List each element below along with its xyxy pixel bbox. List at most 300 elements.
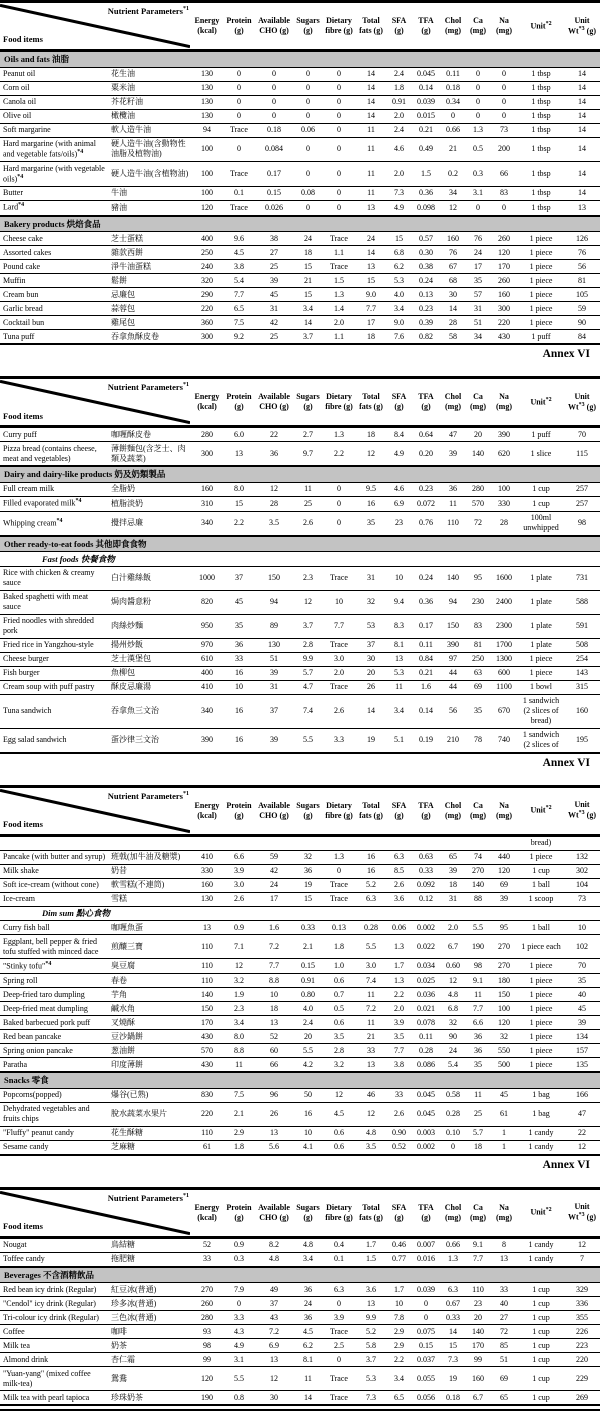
cell-protein: 0.3: [224, 1252, 254, 1267]
cell-dietary-fibre: 3.3: [322, 728, 356, 753]
cell-energy: 390: [190, 728, 224, 753]
cell-unit-wt: 166: [564, 1088, 600, 1102]
cell-sugars: 21: [294, 274, 322, 288]
cell-unit-wt: 315: [564, 680, 600, 694]
cell-available-cho: 150: [254, 566, 294, 590]
cell-total-fats: 16: [356, 496, 386, 511]
section-title: Bakery products 烘焙食品: [0, 216, 600, 232]
cell-available-cho: 39: [254, 666, 294, 680]
cell-na: 2300: [490, 614, 518, 638]
cell-energy: 220: [190, 302, 224, 316]
cell-energy: 250: [190, 246, 224, 260]
cell-available-cho: 4.8: [254, 1252, 294, 1267]
cell-protein: 3.8: [224, 260, 254, 274]
cell-available-cho: 10: [254, 988, 294, 1002]
cell-chol: 44: [440, 666, 466, 680]
food-name-en: Ice-cream: [0, 892, 108, 906]
cell-total-fats: 35: [356, 511, 386, 536]
cell-dietary-fibre: 2.0: [322, 666, 356, 680]
cell-protein: 3.3: [224, 1311, 254, 1325]
cell-sugars: 11: [294, 1367, 322, 1391]
column-header-protein: Protein (g): [224, 378, 254, 427]
cell-na: 1: [490, 1140, 518, 1155]
cell-protein: 9.2: [224, 330, 254, 345]
cell-unit-wt: 257: [564, 482, 600, 496]
cell-ca: 140: [466, 1325, 490, 1339]
cell-sfa: 2.6: [386, 1102, 412, 1126]
cell-dietary-fibre: 0: [322, 95, 356, 109]
cell-available-cho: 39: [254, 274, 294, 288]
cell-protein: Trace: [224, 162, 254, 187]
cell-unit-wt: 102: [564, 935, 600, 959]
cell-sugars: 15: [294, 260, 322, 274]
cell-unit-wt: 126: [564, 232, 600, 246]
cell-dietary-fibre: 0.5: [322, 1002, 356, 1016]
food-row: [0, 81, 600, 95]
cell-sfa: 7.3: [386, 186, 412, 200]
cell-na: 120: [490, 1016, 518, 1030]
cell-protein: 6.6: [224, 850, 254, 864]
cell-sugars: 2.8: [294, 638, 322, 652]
cell-unit: 1 piece: [518, 316, 564, 330]
food-name-en: Popcorns(popped): [0, 1088, 108, 1102]
cell-tfa: 0.13: [412, 288, 440, 302]
cell-ca: 6.7: [466, 1391, 490, 1408]
cell-dietary-fibre: Trace: [322, 638, 356, 652]
cell-ca: 0.5: [466, 137, 490, 162]
cell-sugars: 14: [294, 1391, 322, 1408]
food-name-zh: 爆谷(已熟): [108, 1088, 190, 1102]
food-name-zh: 硬人造牛油(含植物油): [108, 162, 190, 187]
cell-available-cho: 38: [254, 232, 294, 246]
cell-protein: 3.9: [224, 864, 254, 878]
cell-available-cho: 52: [254, 1030, 294, 1044]
cell-unit: 1 cup: [518, 496, 564, 511]
cell-na: 61: [490, 1102, 518, 1126]
food-row: [0, 892, 600, 906]
cell-tfa: 0.039: [412, 95, 440, 109]
food-name-zh: 攪拌忌廉: [108, 511, 190, 536]
cell-unit-wt: 14: [564, 109, 600, 123]
cell-available-cho: 89: [254, 614, 294, 638]
food-name-en: Cocktail bun: [0, 316, 108, 330]
cell-protein: 7.9: [224, 1283, 254, 1297]
food-name-zh: 咖喱酥皮卷: [108, 427, 190, 442]
cell-ca: 140: [466, 442, 490, 467]
cell-na: 40: [490, 1297, 518, 1311]
cell-available-cho: [254, 835, 294, 850]
cell-dietary-fibre: 0: [322, 137, 356, 162]
cell-available-cho: 22: [254, 427, 294, 442]
food-name-en: Hard margarine (with animal and vegetable fats/oils)$^{*4}$: [0, 137, 108, 162]
cell-unit-wt: 14: [564, 95, 600, 109]
food-name-zh: 三色冰(普通): [108, 1311, 190, 1325]
cell-unit: 1 plate: [518, 590, 564, 614]
cell-sugars: 6.2: [294, 1339, 322, 1353]
cell-sfa: 2.0: [386, 162, 412, 187]
cell-unit-wt: 257: [564, 496, 600, 511]
cell-ca: 20: [466, 1311, 490, 1325]
cell-protein: 0: [224, 1297, 254, 1311]
cell-ca: 20: [466, 427, 490, 442]
cell-unit-wt: 14: [564, 137, 600, 162]
cell-tfa: [412, 835, 440, 850]
cell-na: 100: [490, 1002, 518, 1016]
cell-ca: 280: [466, 482, 490, 496]
cell-unit-wt: 591: [564, 614, 600, 638]
cell-energy: [190, 835, 224, 850]
cell-sfa: 7.6: [386, 330, 412, 345]
cell-tfa: 0.24: [412, 274, 440, 288]
cell-available-cho: 51: [254, 652, 294, 666]
cell-energy: 93: [190, 1325, 224, 1339]
cell-na: 2400: [490, 590, 518, 614]
cell-chol: 47: [440, 427, 466, 442]
cell-sugars: 4.7: [294, 680, 322, 694]
food-row: [0, 728, 600, 753]
table-header-row: [0, 378, 600, 427]
cell-sfa: 6.9: [386, 496, 412, 511]
column-header-chol: Chol (mg): [440, 786, 466, 835]
cell-na: 69: [490, 878, 518, 892]
column-header-unit-wt: Unit Wt$^{*3}$ (g): [564, 378, 600, 427]
cell-protein: 0.9: [224, 921, 254, 935]
cell-available-cho: 66: [254, 1058, 294, 1073]
cell-total-fats: 14: [356, 95, 386, 109]
annex-label: Annex VI: [542, 1158, 590, 1171]
food-name-zh: 軟雪糕(不連筒): [108, 878, 190, 892]
cell-dietary-fibre: Trace: [322, 1325, 356, 1339]
cell-energy: 280: [190, 1311, 224, 1325]
food-name-en: Fish burger: [0, 666, 108, 680]
cell-sugars: 4.8: [294, 1237, 322, 1252]
cell-unit: 1 piece: [518, 850, 564, 864]
food-row: [0, 850, 600, 864]
cell-chol: 90: [440, 1030, 466, 1044]
cell-ca: 0.3: [466, 162, 490, 187]
food-row: [0, 864, 600, 878]
food-name-zh: 吞拿魚酥皮卷: [108, 330, 190, 345]
cell-energy: 130: [190, 892, 224, 906]
section-header: [0, 536, 600, 552]
cell-total-fats: 15: [356, 274, 386, 288]
column-header-available-cho: Available CHO (g): [254, 378, 294, 427]
food-name-zh: 花生酥糖: [108, 1126, 190, 1140]
header-food-items-cell: [0, 378, 190, 427]
cell-dietary-fibre: [322, 835, 356, 850]
column-header-sfa: SFA (g): [386, 2, 412, 51]
food-items-label: Food items: [3, 410, 43, 421]
cell-unit-wt: [564, 835, 600, 850]
cell-unit-wt: 269: [564, 1391, 600, 1408]
cell-tfa: 0.086: [412, 1058, 440, 1073]
cell-dietary-fibre: Trace: [322, 566, 356, 590]
cell-total-fats: 5.2: [356, 1325, 386, 1339]
cell-total-fats: 24: [356, 232, 386, 246]
column-header-total-fats: Total fats (g): [356, 2, 386, 51]
food-name-en: Garlic bread: [0, 302, 108, 316]
annex-label: Annex VI: [542, 348, 590, 361]
food-name-zh: 臭豆腐: [108, 959, 190, 974]
cell-ca: 83: [466, 614, 490, 638]
cell-total-fats: 13: [356, 1058, 386, 1073]
cell-chol: 0: [440, 1140, 466, 1155]
food-name-zh: 全脂奶: [108, 482, 190, 496]
cell-ca: 160: [466, 1367, 490, 1391]
cell-energy: 130: [190, 109, 224, 123]
cell-na: 270: [490, 959, 518, 974]
cell-tfa: 0.045: [412, 1088, 440, 1102]
cell-energy: 820: [190, 590, 224, 614]
column-header-unit-wt: Unit Wt$^{*3}$ (g): [564, 2, 600, 51]
cell-unit-wt: 56: [564, 260, 600, 274]
cell-chol: 0.28: [440, 1102, 466, 1126]
cell-unit: 1 cup: [518, 1339, 564, 1353]
cell-tfa: 0.14: [412, 81, 440, 95]
column-header-sugars: Sugars (g): [294, 1188, 322, 1237]
cell-protein: 2.9: [224, 1126, 254, 1140]
cell-dietary-fibre: 0: [322, 511, 356, 536]
column-header-tfa: TFA (g): [412, 786, 440, 835]
cell-na: 0: [490, 67, 518, 81]
cell-chol: 21: [440, 137, 466, 162]
cell-energy: 430: [190, 1058, 224, 1073]
cell-unit-wt: 10: [564, 921, 600, 935]
food-row: [0, 652, 600, 666]
cell-total-fats: 37: [356, 638, 386, 652]
cell-tfa: 0.045: [412, 1102, 440, 1126]
cell-sfa: 10: [386, 1297, 412, 1311]
cell-sugars: 5.7: [294, 666, 322, 680]
cell-ca: 11: [466, 988, 490, 1002]
cell-unit: 1 puff: [518, 330, 564, 345]
cell-na: 27: [490, 1311, 518, 1325]
cell-protein: 8.0: [224, 482, 254, 496]
cell-chol: 0: [440, 109, 466, 123]
cell-unit-wt: 13: [564, 200, 600, 215]
cell-energy: 830: [190, 1088, 224, 1102]
cell-protein: 45: [224, 590, 254, 614]
cell-chol: 94: [440, 590, 466, 614]
cell-available-cho: 25: [254, 260, 294, 274]
food-row: [0, 496, 600, 511]
cell-protein: 1.9: [224, 988, 254, 1002]
cell-ca: 140: [466, 878, 490, 892]
column-header-tfa: TFA (g): [412, 378, 440, 427]
column-header-available-cho: Available CHO (g): [254, 2, 294, 51]
cell-sfa: 7.8: [386, 1311, 412, 1325]
cell-total-fats: 7.7: [356, 302, 386, 316]
cell-na: 1600: [490, 566, 518, 590]
cell-tfa: 0.84: [412, 652, 440, 666]
food-row: [0, 1088, 600, 1102]
section-title: Oils and fats 油脂: [0, 51, 600, 68]
column-header-sfa: SFA (g): [386, 1188, 412, 1237]
cell-chol: 56: [440, 694, 466, 728]
food-name-zh: 印度薄餅: [108, 1058, 190, 1073]
cell-ca: 230: [466, 590, 490, 614]
food-name-en: Whipping cream$^{*4}$: [0, 511, 108, 536]
cell-sfa: 0.52: [386, 1140, 412, 1155]
cell-sugars: 4.2: [294, 1058, 322, 1073]
cell-ca: 81: [466, 638, 490, 652]
column-header-unit-wt: Unit Wt$^{*3}$ (g): [564, 786, 600, 835]
cell-energy: 94: [190, 123, 224, 137]
cell-chol: 39: [440, 864, 466, 878]
cell-chol: 110: [440, 511, 466, 536]
cell-na: 45: [490, 1088, 518, 1102]
cell-chol: 18: [440, 878, 466, 892]
cell-tfa: 0.003: [412, 1126, 440, 1140]
cell-protein: 15: [224, 496, 254, 511]
cell-ca: 88: [466, 892, 490, 906]
cell-unit-wt: 70: [564, 959, 600, 974]
cell-chol: 32: [440, 1016, 466, 1030]
cell-sfa: 2.6: [386, 878, 412, 892]
cell-sugars: 4.5: [294, 1325, 322, 1339]
cell-sugars: 7.4: [294, 694, 322, 728]
cell-dietary-fibre: 0: [322, 109, 356, 123]
cell-dietary-fibre: Trace: [322, 878, 356, 892]
cell-sugars: 0: [294, 109, 322, 123]
cell-sfa: 3.5: [386, 1030, 412, 1044]
cell-tfa: 0.30: [412, 246, 440, 260]
cell-protein: 2.2: [224, 511, 254, 536]
cell-sfa: 9.0: [386, 316, 412, 330]
cell-sfa: 4.6: [386, 482, 412, 496]
annex-label: Annex VI: [542, 756, 590, 769]
food-row: [0, 694, 600, 728]
food-name-en: Curry fish ball: [0, 921, 108, 935]
cell-sugars: 2.4: [294, 1016, 322, 1030]
cell-unit: 1 tbsp: [518, 81, 564, 95]
cell-available-cho: 17: [254, 892, 294, 906]
cell-total-fats: 13: [356, 1297, 386, 1311]
cell-dietary-fibre: 0.4: [322, 1237, 356, 1252]
food-row: [0, 246, 600, 260]
cell-ca: 110: [466, 1283, 490, 1297]
cell-sugars: 18: [294, 246, 322, 260]
cell-energy: 140: [190, 988, 224, 1002]
cell-energy: 360: [190, 316, 224, 330]
food-items-label: Food items: [3, 819, 43, 830]
food-name-en: "Fluffy" peanut candy: [0, 1126, 108, 1140]
cell-sfa: 0.91: [386, 95, 412, 109]
cell-total-fats: 11: [356, 1016, 386, 1030]
cell-available-cho: 13: [254, 1126, 294, 1140]
subsection-header: [0, 552, 600, 567]
cell-energy: 310: [190, 496, 224, 511]
cell-ca: 0: [466, 67, 490, 81]
cell-chol: 24: [440, 1044, 466, 1058]
cell-sugars: 3.7: [294, 614, 322, 638]
cell-total-fats: 3.6: [356, 1283, 386, 1297]
food-row: [0, 590, 600, 614]
cell-protein: 0: [224, 109, 254, 123]
column-header-unit: Unit$^{*2}$: [518, 2, 564, 51]
food-name-en: Coffee: [0, 1325, 108, 1339]
cell-sugars: 10: [294, 1126, 322, 1140]
food-row: [0, 1283, 600, 1297]
cell-energy: 270: [190, 1283, 224, 1297]
cell-ca: 7.7: [466, 1252, 490, 1267]
food-row: [0, 1325, 600, 1339]
nutrient-parameters-label: Nutrient Parameters$^{*1}$: [107, 382, 189, 393]
cell-total-fats: 16: [356, 864, 386, 878]
food-row: [0, 1297, 600, 1311]
cell-available-cho: 12: [254, 1367, 294, 1391]
cell-unit-wt: 731: [564, 566, 600, 590]
cell-energy: 99: [190, 1353, 224, 1367]
cell-unit-wt: 84: [564, 330, 600, 345]
cell-na: 0: [490, 81, 518, 95]
cell-unit-wt: 12: [564, 1140, 600, 1155]
cell-available-cho: 7.2: [254, 1325, 294, 1339]
food-name-zh: 芝士漢堡包: [108, 652, 190, 666]
cell-unit: 1 piece: [518, 666, 564, 680]
cell-ca: 11: [466, 1088, 490, 1102]
cell-energy: 160: [190, 878, 224, 892]
cell-tfa: 0.072: [412, 496, 440, 511]
column-header-energy: Energy (kcal): [190, 378, 224, 427]
cell-protein: 7.5: [224, 316, 254, 330]
cell-available-cho: 6.9: [254, 1339, 294, 1353]
cell-dietary-fibre: 7.7: [322, 614, 356, 638]
cell-dietary-fibre: 1.8: [322, 935, 356, 959]
cell-total-fats: 46: [356, 1088, 386, 1102]
cell-energy: 950: [190, 614, 224, 638]
cell-dietary-fibre: 0: [322, 482, 356, 496]
food-row: [0, 288, 600, 302]
cell-ca: 9.1: [466, 1237, 490, 1252]
cell-available-cho: 26: [254, 1102, 294, 1126]
cell-protein: 9.6: [224, 232, 254, 246]
cell-sugars: 20: [294, 1030, 322, 1044]
cell-protein: 0: [224, 67, 254, 81]
cell-energy: 300: [190, 442, 224, 467]
cell-ca: 23: [466, 1297, 490, 1311]
cell-available-cho: 36: [254, 442, 294, 467]
header-food-items-cell: [0, 1188, 190, 1237]
cell-sugars: 14: [294, 316, 322, 330]
cell-energy: 170: [190, 1016, 224, 1030]
cell-chol: 6.7: [440, 935, 466, 959]
cell-energy: 610: [190, 652, 224, 666]
food-name-zh: 芝士蛋糕: [108, 232, 190, 246]
cell-dietary-fibre: 0: [322, 200, 356, 215]
food-name-en: Corn oil: [0, 81, 108, 95]
food-name-zh: 咖喱魚蛋: [108, 921, 190, 935]
cell-na: 72: [490, 1325, 518, 1339]
cell-protein: 2.6: [224, 892, 254, 906]
food-row: [0, 959, 600, 974]
food-row: [0, 1044, 600, 1058]
food-name-en: Lard$^{*4}$: [0, 200, 108, 215]
food-name-zh: 叉燒酥: [108, 1016, 190, 1030]
food-name-en: Milk tea: [0, 1339, 108, 1353]
cell-protein: 0: [224, 137, 254, 162]
food-name-zh: 杏仁霜: [108, 1353, 190, 1367]
cell-ca: 9.1: [466, 974, 490, 988]
cell-sugars: 0.15: [294, 959, 322, 974]
cell-chol: 15: [440, 1339, 466, 1353]
cell-unit-wt: 254: [564, 652, 600, 666]
cell-unit-wt: 160: [564, 694, 600, 728]
cell-sfa: 9.4: [386, 590, 412, 614]
food-row: [0, 123, 600, 137]
cell-sfa: 2.9: [386, 1339, 412, 1353]
cell-ca: 35: [466, 274, 490, 288]
